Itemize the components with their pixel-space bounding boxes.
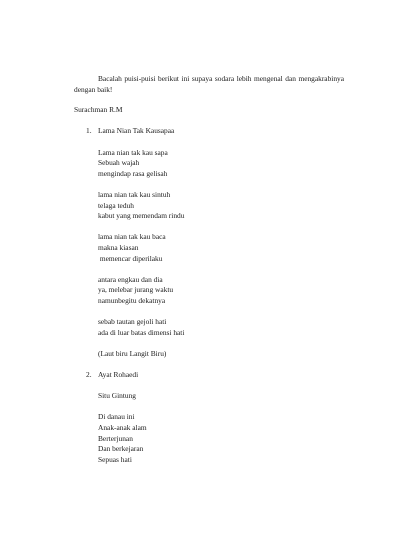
poem-line: sebab tautan gejoli hati (98, 317, 167, 327)
poem-line: Berterjunan (98, 433, 133, 443)
poem-line: telaga teduh (98, 200, 134, 210)
poem-line: Lama nian tak kau sapa (98, 147, 168, 157)
poem-line: lama nian tak kau baca (98, 232, 166, 242)
poem-line: Situ Gintung (98, 391, 136, 401)
poem-line: ya, melebar jurang waktu (98, 285, 174, 295)
poem-line: Di danau ini (98, 412, 135, 422)
poem-line: makna kiasan (98, 242, 139, 252)
poem-author (98, 370, 344, 381)
poem-2 (74, 370, 344, 465)
poem-line: Anak-anak alam (98, 423, 147, 432)
poem-line: Dan berkejaran (98, 444, 144, 454)
stanza (98, 190, 344, 222)
poem-line: antara engkau dan dia (98, 274, 163, 284)
poem-source (98, 349, 344, 360)
poem-line: ada di luar batas dimensi hati (98, 327, 185, 337)
poem-line: Sepuas hati (98, 454, 132, 464)
poem-line: Sebuah wajah (98, 158, 140, 168)
document-page (74, 74, 344, 465)
stanza (98, 317, 344, 338)
poem-line: lama nian tak kau sintuh (98, 189, 171, 199)
poem-line: namunbegitu dekatnya (98, 295, 166, 305)
stanza (98, 148, 344, 180)
poem-number: 1. (86, 126, 92, 136)
poem-line: kabut yang memendam rindu (98, 211, 185, 221)
stanza (98, 275, 344, 307)
poem-line: Ayat Rohaedi (98, 370, 139, 380)
poem-line: Lama Nian Tak Kausapaa (98, 126, 175, 136)
stanza (98, 232, 344, 264)
intro-paragraph: Bacalah puisi-puisi berikut ini supaya sodara lebih mengenal dan mengakrabinya dengan baik! (74, 74, 344, 94)
poem-line: (Laut biru Langit Biru) (98, 348, 167, 358)
poem-title (98, 126, 344, 137)
poem-line: memencar diperilaku (98, 253, 163, 263)
poem-1 (74, 126, 344, 359)
author-name: Surachman R.M (74, 105, 123, 115)
poem-line: mengindap rasa gelisah (98, 168, 168, 178)
poem-number: 2. (86, 370, 92, 380)
poem-title (98, 391, 344, 402)
stanza (98, 412, 344, 465)
